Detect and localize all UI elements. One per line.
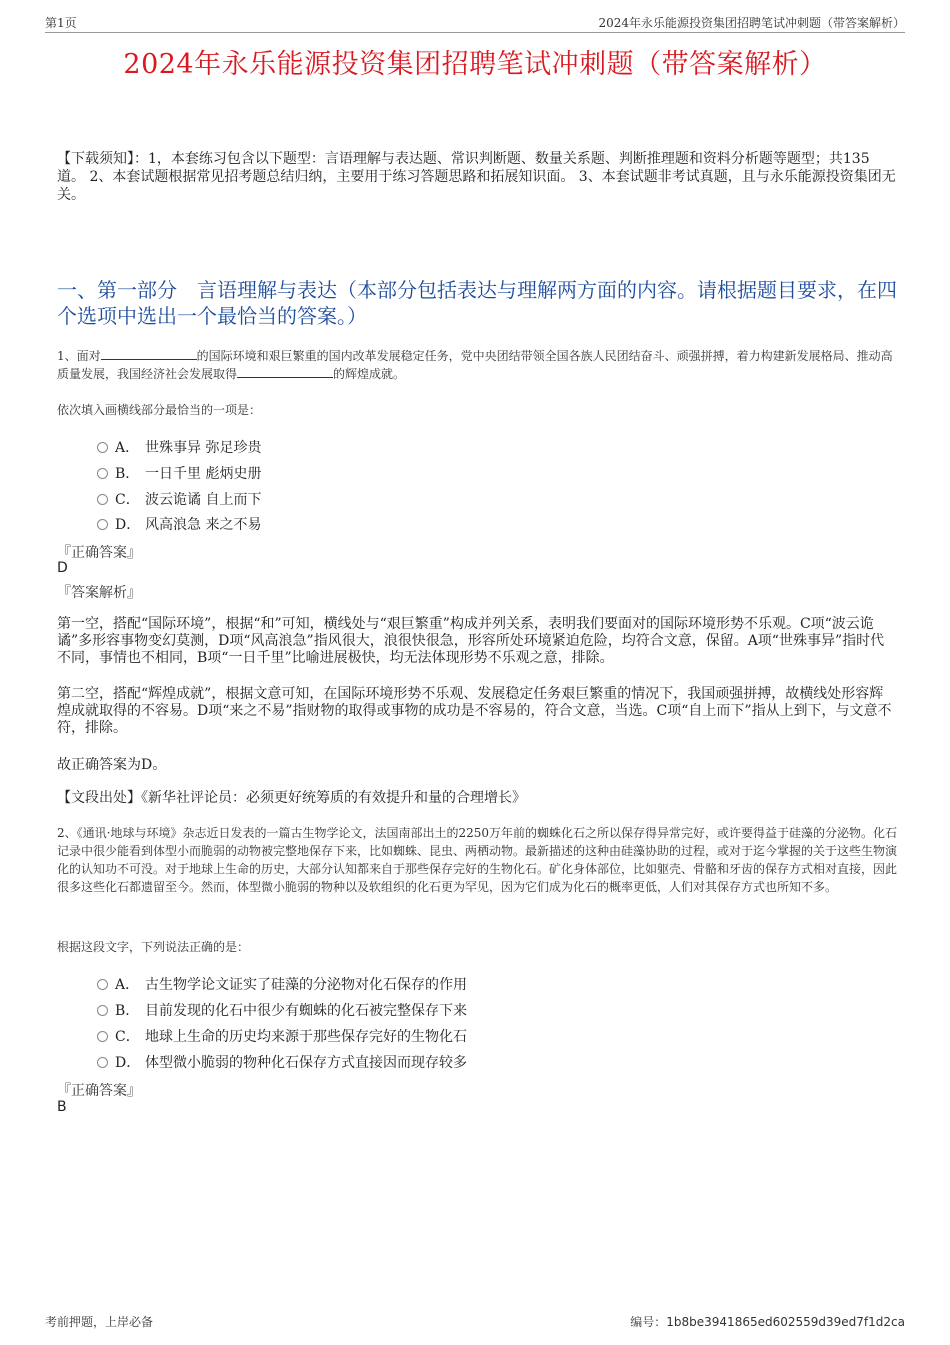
option-text: 一日千里 彪炳史册 [145,466,262,482]
blank-line [237,365,333,378]
option-label: B． [115,466,140,482]
radio-icon[interactable] [97,1005,108,1016]
section-title: 一、第一部分 言语理解与表达（本部分包括表达与理解两方面的内容。请根据题目要求，在四个选项中选出一个最恰当的答案。） [57,278,897,328]
footer-code-value: 1b8be3941865ed602559d39ed7f1d2ca [666,1315,905,1329]
option-text: 体型微小脆弱的物种化石保存方式直接因而现存较多 [145,1055,467,1071]
option-text: 风高浪急 来之不易 [145,517,262,533]
radio-icon[interactable] [97,494,108,505]
q1-stem [57,347,897,383]
q2-answer-tag: 『正确答案』 [57,1083,141,1099]
footer-code [630,1313,905,1330]
option-text: 波云诡谲 自上而下 [145,492,262,508]
q1-source: 【文段出处】《新华社评论员：必须更好统筹质的有效提升和量的合理增长》 [57,790,526,806]
radio-icon[interactable] [97,1031,108,1042]
blank-line [101,347,197,360]
q1-analysis-para-1: 第一空，搭配“国际环境”，根据“和”可知，横线处与“艰巨繁重”构成并列关系，表明我们要面对的国际环境形势不乐观。C项“波云诡谲”多形容事物变幻莫测，D项“风高浪急”指风很大，浪很快很急，形容所处环境紧迫危险，均符合文意，保留。A项“世殊事异”指时代不同，事情也不相同，B项“一日千里”比喻进展极快，均无法体现形势不乐观之意，排除。 [57,616,885,666]
radio-icon[interactable] [97,979,108,990]
radio-icon[interactable] [97,1057,108,1068]
q1-prompt: 依次填入画横线部分最恰当的一项是： [57,403,262,417]
option-text: 目前发现的化石中很少有蜘蛛的化石被完整保存下来 [145,1003,467,1019]
radio-icon[interactable] [97,468,108,479]
footer-code-label: 编号： [630,1315,667,1329]
q2-answer: B [57,1099,67,1115]
q2-stem: 2、《通讯·地球与环境》杂志近日发表的一篇古生物学论文，法国南部出土的2250万年前的蜘蛛化石之所以保存得异常完好，或许要得益于硅藻的分泌物。化石记录中很少能看到体型小而脆弱的动物被完整地保存下来，比如蜘蛛、昆虫、两栖动物。最新描述的这种由硅藻协助的过程，或对于迄今掌握的关于这些生物演化的认知功不可没。对于地球上生命的历史，大部分认知都来自于那些保存完好的生物化石。矿化身体部位，比如躯壳、骨骼和牙齿的保存方式相对直接，因此很多这些化石都遗留至今。然而，体型微小脆弱的物种以及软组织的化石更为罕见，因为它们成为化石的概率更低，人们对其保存方式也所知不多。 [57,826,898,894]
q1-analysis-conclusion: 故正确答案为D。 [57,757,167,773]
page-footer [45,1313,905,1329]
radio-icon[interactable] [97,519,108,530]
header-doc-title: 2024年永乐能源投资集团招聘笔试冲刺题（带答案解析） [598,16,905,30]
q2-prompt: 根据这段文字，下列说法正确的是： [57,940,250,954]
option-label: A． [115,977,140,993]
q1-stem-part3: 的辉煌成就。 [333,367,406,381]
q1-answer: D [57,560,68,576]
q1-stem-part2: 的国际环境和艰巨繁重的国内改革发展稳定任务，党中央团结带领全国各族人民团结奋斗、顽强拼搏，着力构建新发展格局、推动高质量发展，我国经济社会发展取得 [57,349,893,381]
option-label: C． [115,492,140,508]
option-label: D． [115,1055,141,1071]
q1-analysis-tag: 『答案解析』 [57,585,141,601]
option-text: 世殊事异 弥足珍贵 [145,440,262,456]
page-title: 2024年永乐能源投资集团招聘笔试冲刺题（带答案解析） [123,49,827,80]
option-label: D． [115,517,141,533]
q1-analysis-para-2: 第二空，搭配“辉煌成就”，根据文意可知，在国际环境形势不乐观、发展稳定任务艰巨繁重的情况下，我国顽强拼搏，故横线处形容辉煌成就取得的不容易。D项“来之不易”指财物的取得或事物的成功是不容易的，符合文意，当选。C项“自上而下”指从上到下，与文意不符，排除。 [57,686,892,736]
option-label: B． [115,1003,140,1019]
page-number: 第1页 [45,16,77,30]
option-text: 古生物学论文证实了硅藻的分泌物对化石保存的作用 [145,977,467,993]
footer-slogan: 考前押题，上岸必备 [45,1315,154,1329]
option-label: C． [115,1029,140,1045]
option-text: 地球上生命的历史均来源于那些保存完好的生物化石 [145,1029,467,1045]
q1-stem-part1: 1、面对 [57,349,101,363]
option-label: A． [115,440,140,456]
radio-icon[interactable] [97,442,108,453]
page-header [45,14,905,33]
download-notice: 【下载须知】：1，本套练习包含以下题型：言语理解与表达题、常识判断题、数量关系题、判断推理题和资料分析题等题型；共135道。 2、本套试题根据常见招考题总结归纳，主要用于练习答题思路和拓展知识面。 3、本套试题非考试真题，且与永乐能源投资集团无关。 [57,151,896,203]
q1-answer-tag: 『正确答案』 [57,545,141,561]
